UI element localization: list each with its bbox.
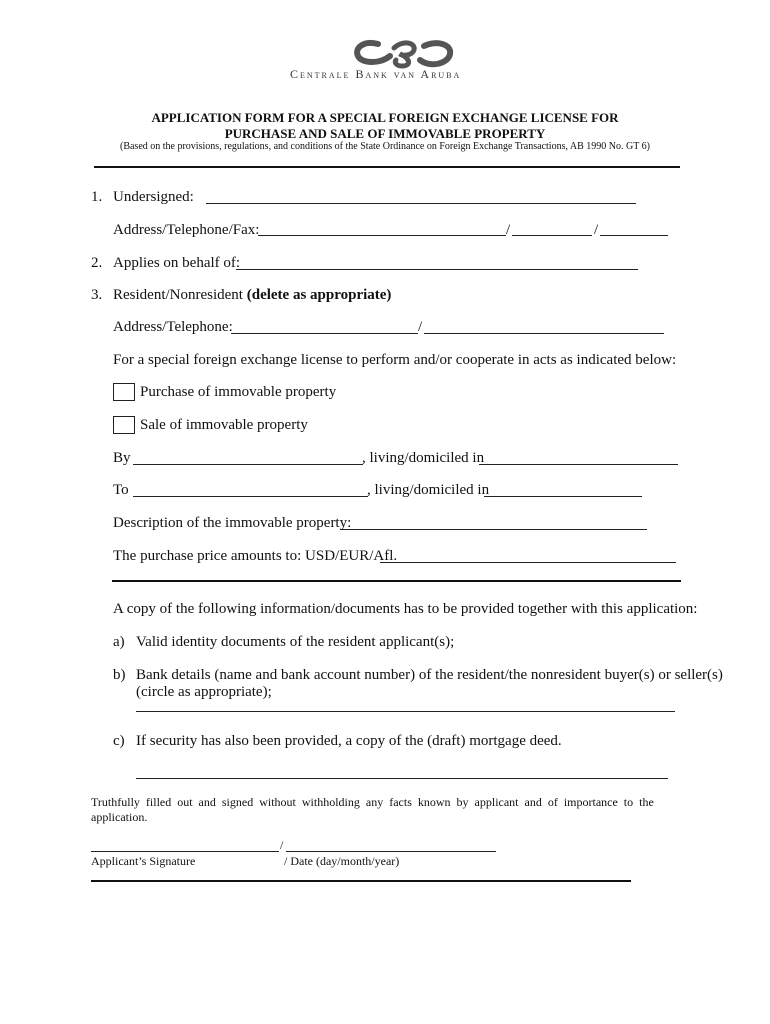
item-c-text: If security has also been provided, a copy of the (draft) mortgage deed. (136, 733, 562, 749)
resident-telephone-field[interactable] (424, 320, 664, 334)
item1-number: 1. (91, 189, 103, 205)
purchase-option-label: Purchase of immovable property (140, 384, 337, 400)
signature-field[interactable] (91, 838, 279, 852)
purchase-checkbox[interactable] (113, 383, 135, 401)
description-field[interactable] (340, 516, 647, 530)
declaration-line1: Truthfully filled out and signed without withholding any facts known by applicant and of importance to the (91, 795, 654, 809)
item2-number: 2. (91, 255, 103, 271)
item3-number: 3. (91, 287, 103, 303)
delete-as-appropriate-note: (delete as appropriate) (246, 287, 392, 303)
item-b-text-line2: (circle as appropriate); (136, 684, 272, 700)
address-field[interactable] (258, 222, 506, 236)
item-a-text: Valid identity documents of the resident applicant(s); (136, 634, 455, 650)
form-subtitle: (Based on the provisions, regulations, and conditions of the State Ordinance on Foreign Exchange Transactions, AB 1990 No. GT 6) (119, 141, 650, 152)
applies-on-behalf-label: Applies on behalf of: (113, 255, 241, 271)
item-a-letter: a) (113, 634, 125, 650)
slash-separator: / (594, 222, 599, 238)
applies-on-behalf-field[interactable] (236, 256, 638, 270)
sale-option-label: Sale of immovable property (140, 417, 308, 433)
purchase-price-field[interactable] (380, 549, 676, 563)
slash-separator: / (506, 222, 511, 238)
living-domiciled-label: , living/domiciled in (367, 482, 490, 498)
description-label: Description of the immovable property: (113, 515, 352, 531)
date-field[interactable] (286, 838, 496, 852)
item-b-text-line1: Bank details (name and bank account number) of the resident/the nonresident buyer(s) or seller(s) (136, 667, 723, 683)
applicant-signature-label: Applicant’s Signature (91, 854, 196, 868)
by-label: By (113, 450, 131, 466)
bank-name: Centrale Bank van Aruba (290, 67, 462, 81)
to-label: To (113, 482, 129, 498)
purchase-price-label: The purchase price amounts to: USD/EUR/Afl. (113, 548, 398, 564)
by-domicile-field[interactable] (479, 451, 678, 465)
slash-separator: / (280, 838, 284, 852)
license-intro-text: For a special foreign exchange license to perform and/or cooperate in acts as indicated below: (113, 352, 677, 368)
undersigned-field[interactable] (206, 190, 636, 204)
declaration-line2: application. (91, 810, 148, 824)
by-name-field[interactable] (133, 451, 363, 465)
telephone-field[interactable] (512, 222, 592, 236)
item-c-letter: c) (113, 733, 125, 749)
documents-intro-text: A copy of the following information/documents has to be provided together with this application: (113, 601, 698, 617)
mortgage-deed-field[interactable] (136, 765, 668, 779)
to-domicile-field[interactable] (484, 483, 642, 497)
form-title-line2: PURCHASE AND SALE OF IMMOVABLE PROPERTY (224, 126, 546, 141)
resident-nonresident-label: Resident/Nonresident (113, 287, 243, 303)
sale-checkbox[interactable] (113, 416, 135, 434)
fax-field[interactable] (600, 222, 668, 236)
address-telephone-fax-label: Address/Telephone/Fax: (113, 222, 260, 238)
address-telephone-label: Address/Telephone: (113, 319, 233, 335)
bank-details-field[interactable] (136, 698, 675, 712)
footer-divider (91, 880, 631, 882)
resident-address-field[interactable] (231, 320, 418, 334)
undersigned-label: Undersigned: (113, 189, 194, 205)
item-b-letter: b) (113, 667, 126, 683)
bank-logo (350, 38, 460, 70)
form-title-line1: APPLICATION FORM FOR A SPECIAL FOREIGN EXCHANGE LICENSE FOR (151, 110, 619, 125)
section-divider (112, 580, 681, 582)
to-name-field[interactable] (133, 483, 368, 497)
date-label: / Date (day/month/year) (284, 854, 400, 868)
slash-separator: / (418, 319, 423, 335)
living-domiciled-label: , living/domiciled in (362, 450, 485, 466)
header-divider (94, 166, 680, 168)
